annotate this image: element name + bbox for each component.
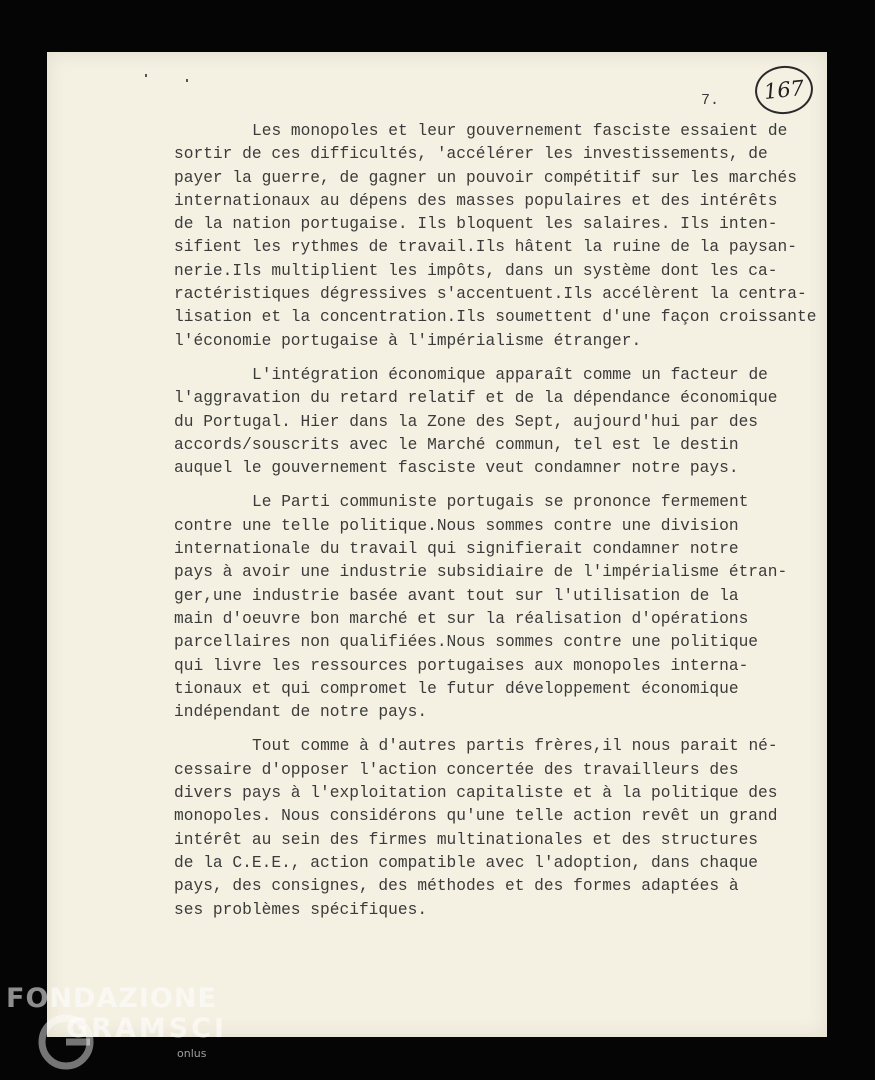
- text-line: monopoles. Nous considérons qu'une telle action revêt un grand: [174, 807, 778, 826]
- text-line: du Portugal. Hier dans la Zone des Sept, aujourd'hui par des: [174, 412, 759, 431]
- paper-mark: [186, 79, 188, 82]
- page-number: 7.: [701, 92, 720, 109]
- text-line: main d'oeuvre bon marché et sur la réalisation d'opérations: [174, 609, 749, 628]
- text-line: internationale du travail qui signifierait condamner notre: [174, 540, 739, 559]
- text-line: Le Parti communiste portugais se prononce fermement: [252, 493, 749, 512]
- text-line: de la nation portugaise. Ils bloquent les salaires. Ils inten-: [174, 215, 778, 234]
- watermark-line-1: FONDAZIONE: [6, 983, 217, 1014]
- text-line: lisation et la concentration.Ils soumettent d'une façon croissante: [174, 308, 817, 327]
- paragraph-gap: [174, 353, 814, 364]
- text-line: cessaire d'opposer l'action concertée des travailleurs des: [174, 760, 739, 779]
- text-line: Les monopoles et leur gouvernement fasciste essaient de: [252, 122, 788, 140]
- paragraph-gap: [174, 724, 814, 735]
- text-line: internationaux au dépens des masses populaires et des intérêts: [174, 191, 778, 210]
- paragraph-gap: [174, 480, 814, 491]
- text-line: de la C.E.E., action compatible avec l'adoption, dans chaque: [174, 853, 759, 872]
- text-line: L'intégration économique apparaît comme un facteur de: [252, 365, 768, 384]
- text-line: accords/souscrits avec le Marché commun, tel est le destin: [174, 435, 739, 454]
- watermark-suffix: onlus: [177, 1047, 207, 1060]
- text-line: sifient les rythmes de travail.Ils hâtent la ruine de la paysan-: [174, 238, 797, 257]
- text-line: qui livre les ressources portugaises aux monopoles interna-: [174, 656, 749, 675]
- text-line: pays à avoir une industrie subsidiaire de l'impérialisme étran-: [174, 563, 788, 582]
- watermark-line-2: GRAMSCI: [66, 1013, 228, 1044]
- paper-mark: [145, 74, 147, 77]
- text-line: Tout comme à d'autres partis frères,il nous parait né-: [252, 737, 778, 756]
- text-line: intérêt au sein des firmes multinationales et des structures: [174, 830, 759, 849]
- foundation-watermark: [6, 984, 227, 1044]
- text-line: parcellaires non qualifiées.Nous sommes contre une politique: [174, 633, 759, 652]
- text-line: indépendant de notre pays.: [174, 703, 428, 722]
- archive-stamp-number: 167: [762, 75, 806, 105]
- text-line: nerie.Ils multiplient les impôts, dans un système dont les ca-: [174, 261, 778, 280]
- text-line: pays, des consignes, des méthodes et des formes adaptées à: [174, 877, 739, 896]
- text-line: auquel le gouvernement fasciste veut condamner notre pays.: [174, 459, 739, 478]
- text-line: sortir de ces difficultés, 'accélérer les investissements, de: [174, 145, 768, 164]
- text-line: payer la guerre, de gagner un pouvoir compétitif sur les marchés: [174, 168, 797, 187]
- text-line: ractéristiques dégressives s'accentuent.Ils accélèrent la centra-: [174, 285, 807, 304]
- document-body: [174, 120, 817, 922]
- text-line: l'économie portugaise à l'impérialisme étranger.: [174, 331, 642, 350]
- text-line: ger,une industrie basée avant tout sur l'utilisation de la: [174, 586, 739, 605]
- text-line: l'aggravation du retard relatif et de la dépendance économique: [174, 389, 778, 408]
- text-line: ses problèmes spécifiques.: [174, 900, 428, 919]
- text-line: tionaux et qui compromet le futur développement économique: [174, 679, 739, 698]
- text-line: divers pays à l'exploitation capitaliste et à la politique des: [174, 784, 778, 803]
- text-line: contre une telle politique.Nous sommes contre une division: [174, 516, 739, 535]
